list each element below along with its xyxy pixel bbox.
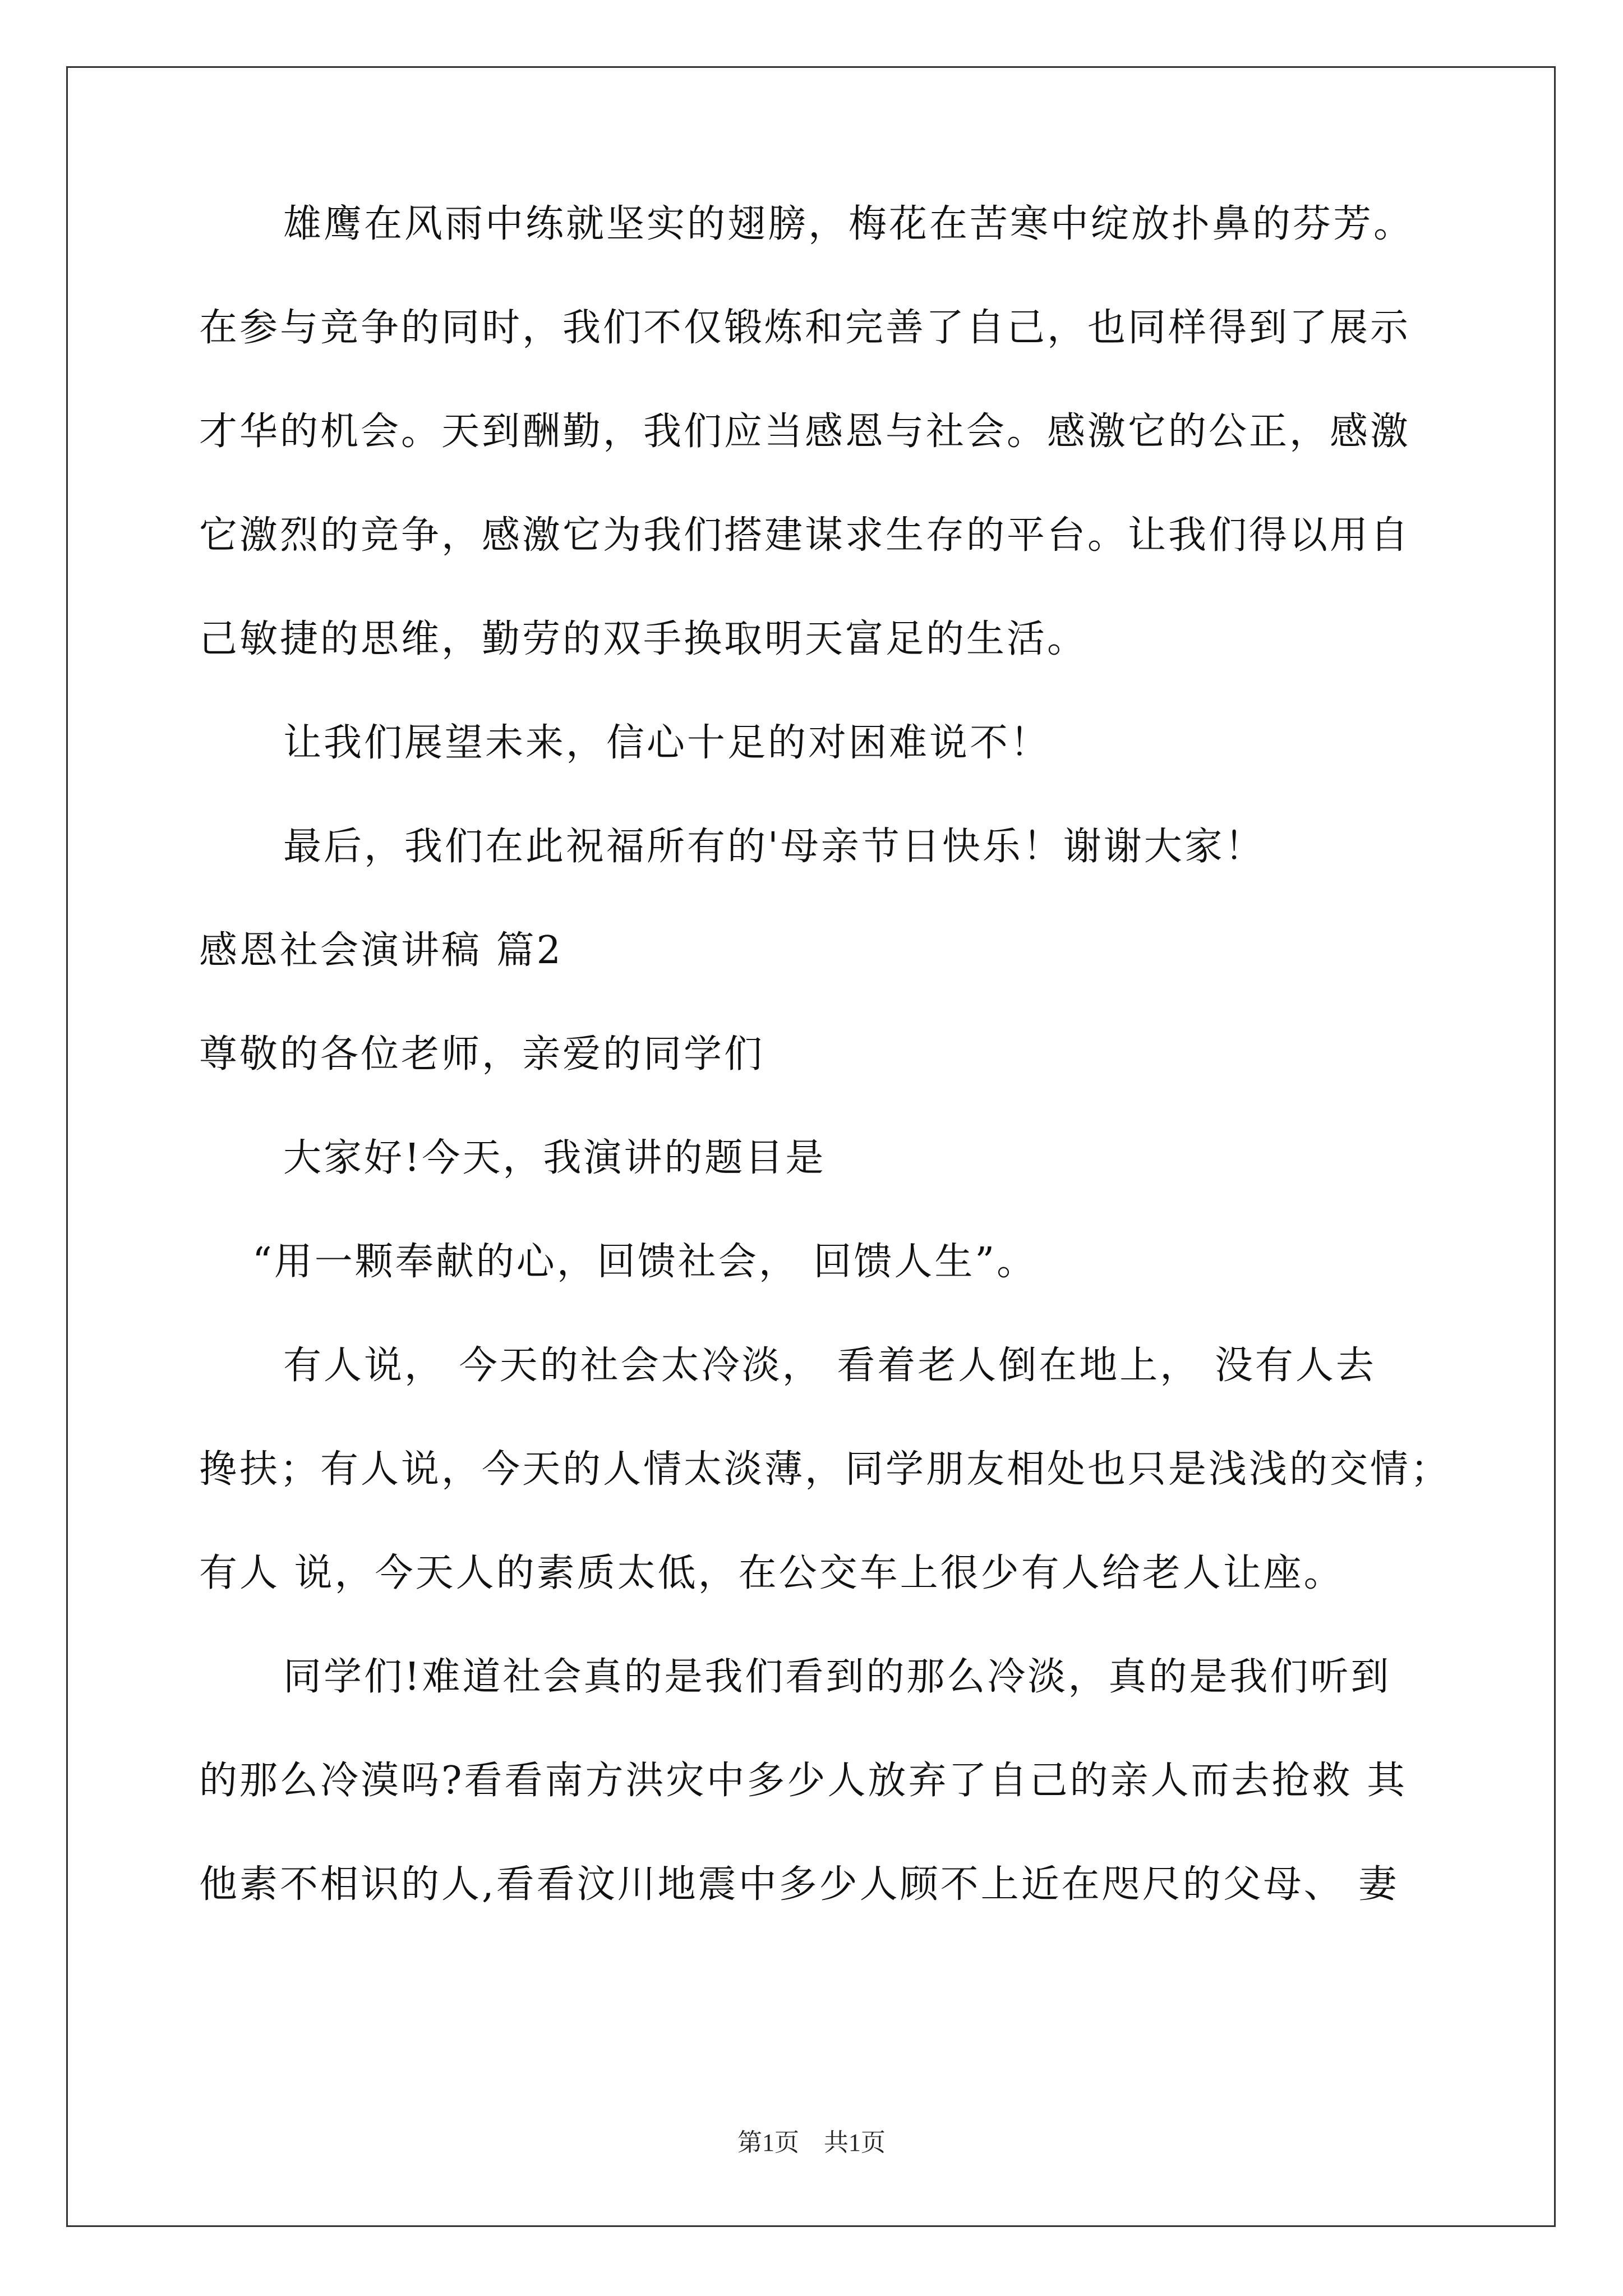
paragraph-line: 搀扶；有人说，今天的人情太淡薄，同学朋友相处也只是浅浅的交情； (199, 1447, 1451, 1492)
paragraph-line: 大家好!今天，我演讲的题目是 (283, 1136, 826, 1180)
paragraph-line: 他素不相识的人,看看汶川地震中多少人顾不上近在咫尺的父母、 妻 (199, 1862, 1399, 1907)
paragraph-line: 让我们展望未来，信心十足的对困难说不！ (283, 721, 1051, 765)
salutation: 尊敬的各位老师，亲爱的同学们 (199, 1032, 765, 1076)
paragraph-line: 最后，我们在此祝福所有的'母亲节日快乐！谢谢大家！ (283, 825, 1265, 869)
paragraph-line: 雄鹰在风雨中练就坚实的翅膀，梅花在苦寒中绽放扑鼻的芬芳。 (283, 202, 1414, 246)
paragraph-line: 它激烈的竞争，感激它为我们搭建谋求生存的平台。让我们得以用自 (199, 513, 1411, 558)
paragraph-line: 的那么冷漠吗?看看南方洪灾中多少人放弃了自己的亲人而去抢救 其 (199, 1759, 1408, 1803)
paragraph-line: 有人 说，今天人的素质太低，在公交车上很少有人给老人让座。 (199, 1551, 1344, 1595)
paragraph-line: 在参与竞争的同时，我们不仅锻炼和完善了自己，也同样得到了展示 (199, 306, 1411, 350)
paragraph-line: 有人说， 今天的社会太冷淡， 看着老人倒在地上， 没有人去 (283, 1343, 1376, 1388)
paragraph-line: 同学们!难道社会真的是我们看到的那么冷淡，真的是我们听到 (283, 1655, 1391, 1699)
paragraph-line: 己敏捷的思维，勤劳的双手换取明天富足的生活。 (199, 617, 1088, 661)
paragraph-line: 才华的机会。天到酬勤，我们应当感恩与社会。感激它的公正，感激 (199, 409, 1411, 454)
page-number-footer: 第1页 共1页 (737, 2129, 886, 2156)
section-heading: 感恩社会演讲稿 篇2 (199, 928, 563, 973)
speech-title-quote: “用一颗奉献的心，回馈社会， 回馈人生”。 (252, 1240, 1038, 1284)
